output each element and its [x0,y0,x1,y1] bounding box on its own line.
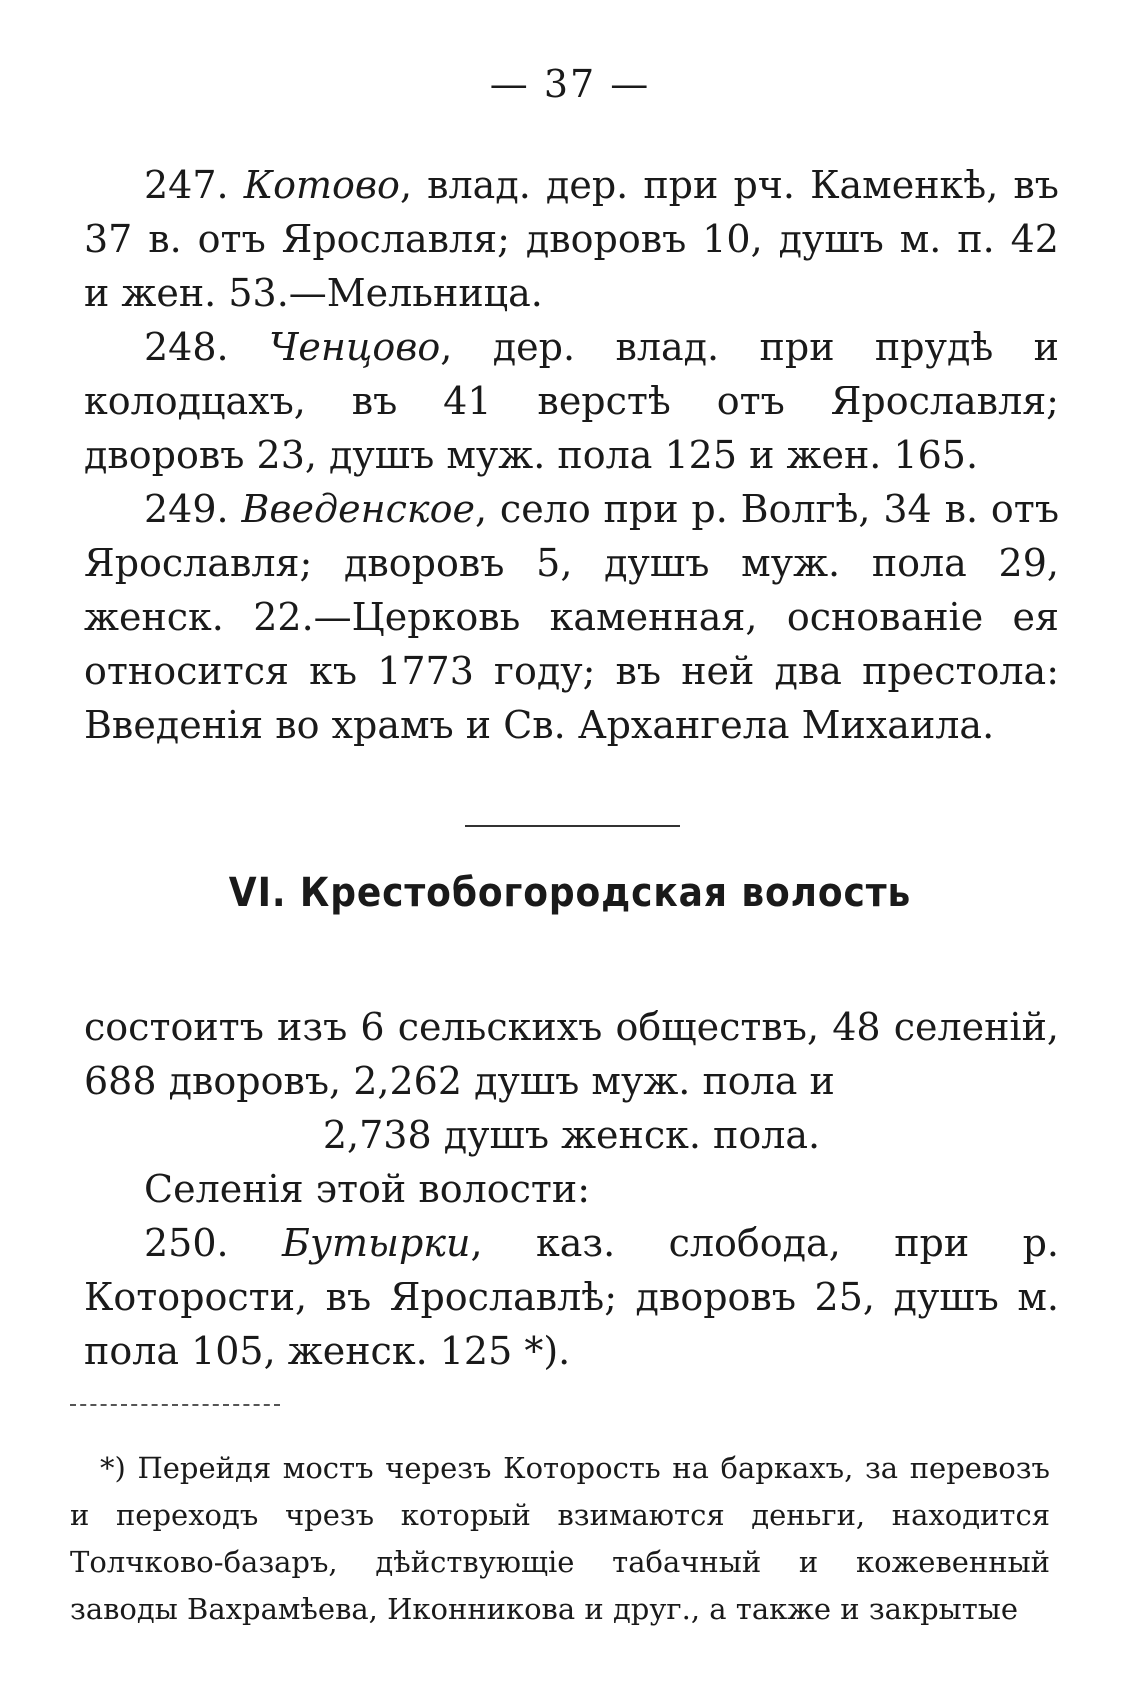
entry-text: , село при р. Волгѣ, 34 в. отъ Ярославля; дворовъ 5, душъ муж. пола 29, женск. 22.—Церковь каменная, основаніе ея относится къ 1773 году; въ ней два престола: Введенія во храмъ и Св. Архангела Михаила. [84,487,1059,747]
entry-text: , дер. влад. при прудѣ и колодцахъ, въ 41 верстѣ отъ Ярославля; дворовъ 23, душъ муж. пола 125 и жен. 165. [84,325,1059,477]
place-name: Ченцово [269,325,441,369]
section-summary: состоитъ изъ 6 сельскихъ обществъ, 48 селеній, 688 дворовъ, 2,262 душъ муж. пола и [84,1005,1059,1103]
entry-249 [84,482,1059,752]
footnote-rule [70,1404,280,1406]
footnote: *) Перейдя мостъ черезъ Которость на баркахъ, за перевозъ и переходъ чрезъ который взимаются деньги, находится Толчково-базаръ, дѣйствующіе табачный и кожевенный заводы Вахрамѣева, Иконникова и друг., а также и закрытые [70,1451,1050,1626]
entry-text: , влад. дер. при рч. Каменкѣ, въ 37 в. отъ Ярославля; дворовъ 10, душъ м. п. 42 и жен. 53.—Мельница. [84,163,1059,315]
section-divider [465,825,680,827]
place-name: Введенское [241,487,475,531]
entry-250 [84,1216,1059,1378]
entry-number: 248. [144,325,229,369]
entry-number: 250. [144,1221,229,1265]
section-heading: VI. Крестобогородская волость [228,870,912,916]
entries-top [84,158,1059,752]
entry-text: , каз. слобода, при р. Которости, въ Ярославлѣ; дворовъ 25, душъ м. пола 105, женск. 125 *). [84,1221,1059,1373]
place-name: Бутырки [282,1221,471,1265]
place-name: Котово [243,163,400,207]
section-summary-last: 2,738 душъ женск. пола. [322,1113,821,1157]
entry-number: 249. [144,487,229,531]
entry-number: 247. [144,163,229,207]
villages-intro: Селенія этой волости: [144,1167,591,1211]
entry-247 [84,158,1059,320]
page-number: — 37 — [489,62,651,106]
entry-248 [84,320,1059,482]
section-body [84,1000,1059,1378]
